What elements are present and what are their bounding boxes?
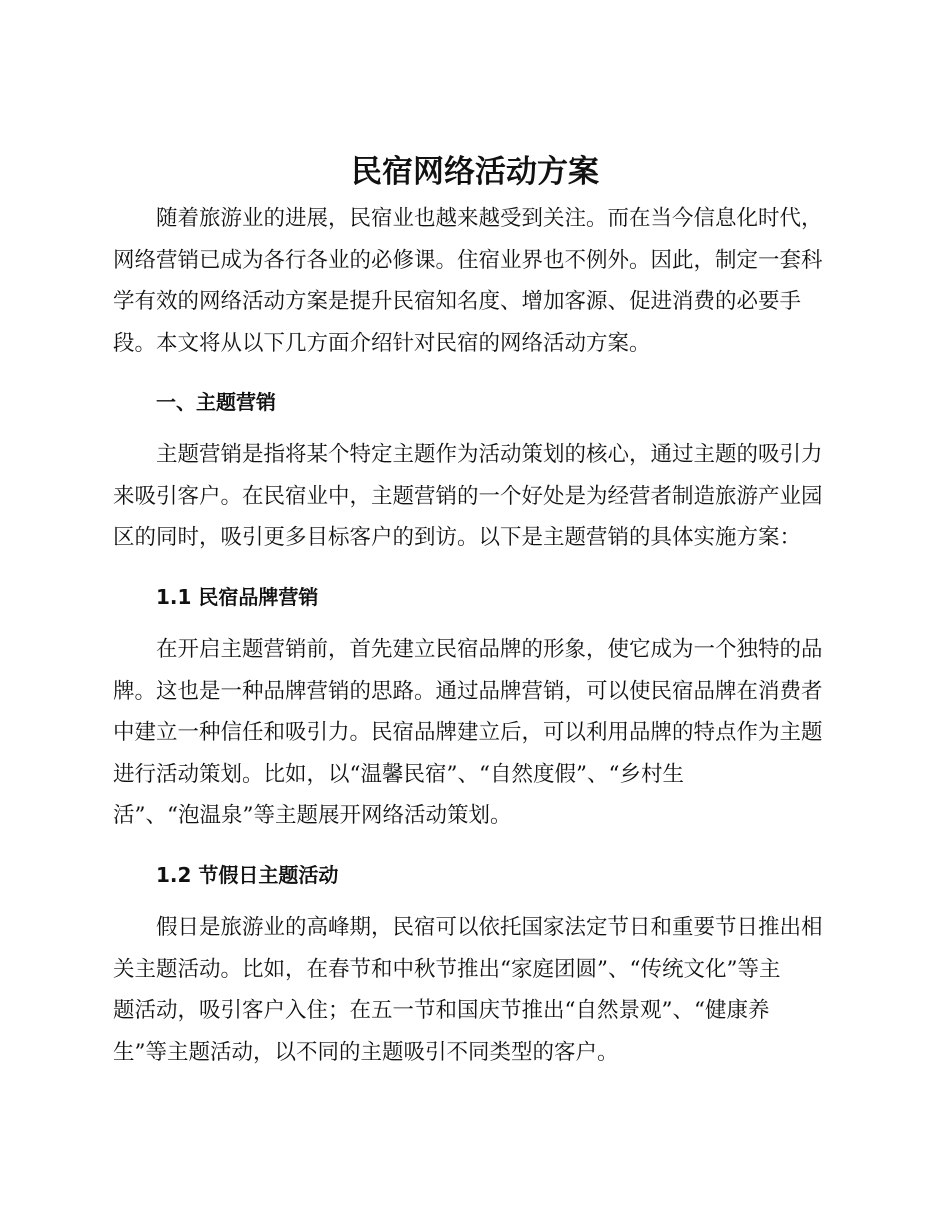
intro-line-4: 段。本文将从以下几方面介绍针对民宿的网络活动方案。 <box>113 330 651 356</box>
intro-line-2: 网络营销已成为各行各业的必修课。住宿业界也不例外。因此，制定一套科 <box>113 247 823 273</box>
intro-line-3: 学有效的网络活动方案是提升民宿知名度、增加客源、促进消费的必要手 <box>113 289 802 314</box>
intro-paragraph <box>113 198 833 364</box>
intro-line-1: 随着旅游业的进展，民宿业也越来越受到关注。而在当今信息化时代， <box>156 206 823 231</box>
section-1-1-line-5: 活”、“泡温泉”等主题展开网络活动策划。 <box>113 803 512 828</box>
section-1-2-line-3: 题活动，吸引客户入住；在五一节和国庆节推出“自然景观”、“健康养 <box>113 998 770 1023</box>
section-1-1-line-1: 在开启主题营销前，首先建立民宿品牌的形象，使它成为一个独特的品 <box>156 637 823 662</box>
section-1-1-line-4: 进行活动策划。比如，以“温馨民宿”、“自然度假”、“乡村生 <box>113 761 684 787</box>
section-1-2-heading: 1.2 节假日主题活动 <box>156 863 339 887</box>
document-title: 民宿网络活动方案 <box>351 154 599 190</box>
section-1-line-1: 主题营销是指将某个特定主题作为活动策划的核心，通过主题的吸引力 <box>156 442 823 467</box>
section-1-1-line-3: 中建立一种信任和吸引力。民宿品牌建立后，可以利用品牌的特点作为主题 <box>113 720 823 745</box>
section-1-1-line-2: 牌。这也是一种品牌营销的思路。通过品牌营销，可以使民宿品牌在消费者 <box>113 678 823 704</box>
section-1-line-2: 来吸引客户。在民宿业中，主题营销的一个好处是为经营者制造旅游产业园 <box>113 483 823 509</box>
section-1-2-line-1: 假日是旅游业的高峰期，民宿可以依托国家法定节日和重要节日推出相 <box>156 915 823 940</box>
section-1-heading: 一、主题营销 <box>156 390 276 414</box>
section-1-1-heading: 1.1 民宿品牌营销 <box>156 585 319 609</box>
section-1-2-line-2: 关主题活动。比如，在春节和中秋节推出“家庭团圆”、“传统文化”等主 <box>113 956 781 982</box>
section-1-2-paragraph <box>113 907 833 1073</box>
section-1-1-paragraph <box>113 629 833 837</box>
section-1-2-line-4: 生”等主题活动，以不同的主题吸引不同类型的客户。 <box>113 1039 619 1065</box>
section-1-paragraph <box>113 434 833 559</box>
section-1-line-3: 区的同时，吸引更多目标客户的到访。以下是主题营销的具体实施方案： <box>113 525 802 550</box>
